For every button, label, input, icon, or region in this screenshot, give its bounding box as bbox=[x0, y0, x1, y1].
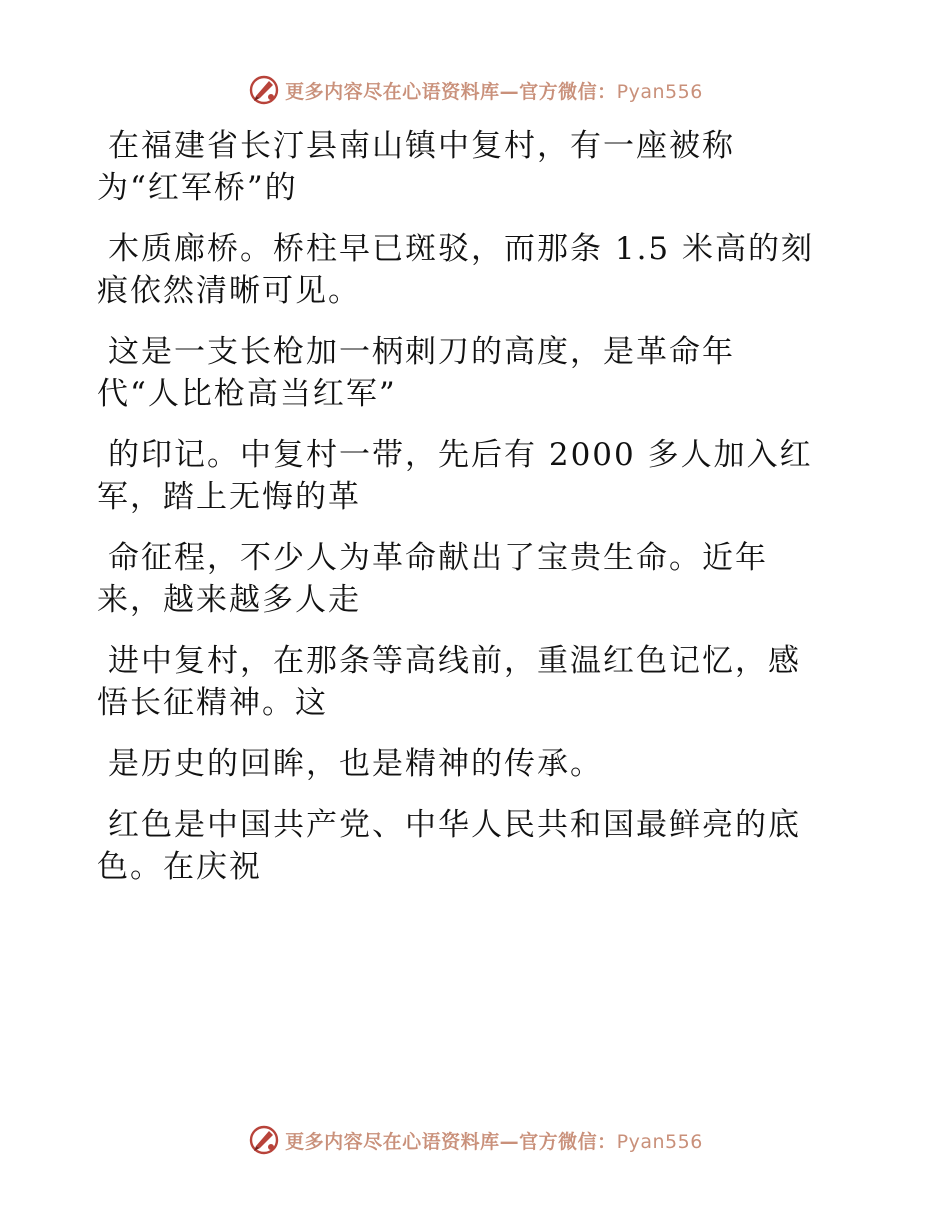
footer-banner-label: 更多内容尽在心语资料库—官方微信： bbox=[285, 1130, 617, 1153]
paragraph-3 bbox=[97, 331, 857, 415]
paragraph-line: 这是一支长枪加一柄刺刀的高度，是革命年 bbox=[108, 334, 735, 370]
paragraph-line: 是历史的回眸，也是精神的传承。 bbox=[108, 746, 603, 782]
paragraph-1 bbox=[97, 125, 857, 209]
header-banner-label: 更多内容尽在心语资料库—官方微信： bbox=[285, 80, 617, 103]
paragraph-5 bbox=[97, 537, 857, 621]
brand-logo-icon bbox=[247, 73, 281, 107]
paragraph-line: 的印记。中复村一带，先后有 2000 多人加入红 bbox=[108, 437, 813, 473]
paragraph-line: 来，越来越多人走 bbox=[97, 582, 361, 618]
footer-banner bbox=[0, 1120, 950, 1160]
paragraph-line: 木质廊桥。桥柱早已斑驳，而那条 1.5 米高的刻 bbox=[108, 231, 815, 267]
paragraph-line: 在福建省长汀县南山镇中复村，有一座被称 bbox=[108, 128, 735, 164]
paragraph-line: 军，踏上无悔的革 bbox=[97, 479, 361, 515]
paragraph-line: 进中复村，在那条等高线前，重温红色记忆，感 bbox=[108, 643, 801, 679]
header-wechat-id: Pyan556 bbox=[616, 80, 703, 103]
paragraph-6 bbox=[97, 640, 857, 724]
paragraph-line: 命征程，不少人为革命献出了宝贵生命。近年 bbox=[108, 540, 768, 576]
footer-banner-text bbox=[285, 1127, 703, 1154]
paragraph-7 bbox=[97, 743, 857, 785]
document-body bbox=[97, 125, 857, 907]
paragraph-line: 红色是中国共产党、中华人民共和国最鲜亮的底 bbox=[108, 807, 801, 843]
paragraph-4 bbox=[97, 434, 857, 518]
paragraph-8 bbox=[97, 804, 857, 888]
paragraph-2 bbox=[97, 228, 857, 312]
brand-logo-icon bbox=[247, 1123, 281, 1157]
paragraph-line: 代“人比枪高当红军” bbox=[97, 376, 397, 412]
paragraph-line: 为“红军桥”的 bbox=[97, 170, 298, 206]
paragraph-line: 悟长征精神。这 bbox=[97, 685, 328, 721]
footer-wechat-id: Pyan556 bbox=[616, 1130, 703, 1153]
header-banner-text bbox=[285, 77, 703, 104]
header-banner bbox=[0, 70, 950, 110]
paragraph-line: 色。在庆祝 bbox=[97, 849, 262, 885]
paragraph-line: 痕依然清晰可见。 bbox=[97, 273, 361, 309]
